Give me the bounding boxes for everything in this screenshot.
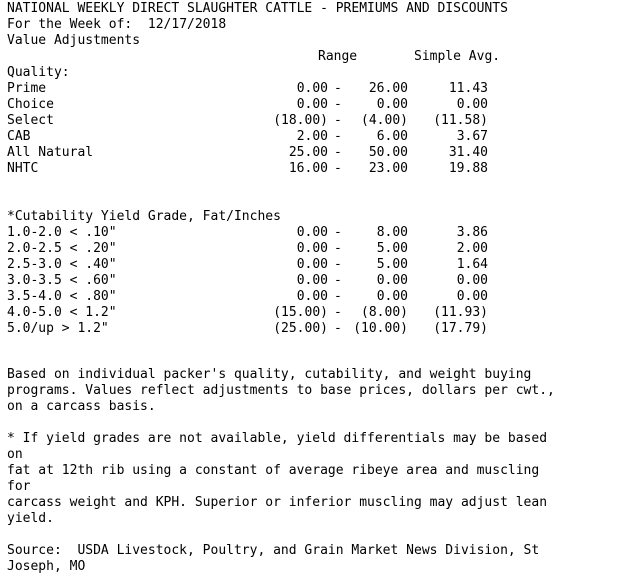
source-note-line: Joseph, MO: [7, 559, 86, 574]
range-low: 25.00: [288, 145, 328, 160]
range-low: 0.00: [296, 81, 328, 96]
cutability-row: [0, 289, 626, 305]
range-dash: -: [334, 289, 342, 304]
range-dash: -: [334, 241, 342, 256]
quality-row: [0, 161, 626, 177]
simple-avg: 3.67: [456, 129, 488, 144]
row-label: 4.0-5.0 < 1.2": [7, 305, 117, 320]
yield-note-line: carcass weight and KPH. Superior or inferior muscling may adjust lean: [7, 495, 548, 510]
basis-note-line: Based on individual packer's quality, cutability, and weight buying: [7, 367, 532, 382]
range-low: 0.00: [296, 289, 328, 304]
row-label: 5.0/up > 1.2": [7, 321, 109, 336]
simple-avg: 31.40: [448, 145, 488, 160]
quality-row: [0, 113, 626, 129]
range-low: 16.00: [288, 161, 328, 176]
range-high: 8.00: [376, 225, 408, 240]
range-high: 26.00: [368, 81, 408, 96]
range-high: 0.00: [376, 289, 408, 304]
simple-avg: 2.00: [456, 241, 488, 256]
section-heading: Value Adjustments: [7, 33, 141, 48]
row-label: 3.0-3.5 < .60": [7, 273, 117, 288]
range-low: (25.00): [273, 321, 328, 336]
range-high: 0.00: [376, 97, 408, 112]
report-title: NATIONAL WEEKLY DIRECT SLAUGHTER CATTLE - PREMIUMS AND DISCOUNTS: [7, 1, 508, 16]
range-dash: -: [334, 225, 342, 240]
simple-avg: (11.58): [433, 113, 488, 128]
range-header: Range: [318, 49, 358, 64]
row-label: 2.5-3.0 < .40": [7, 257, 117, 272]
basis-note-line: programs. Values reflect adjustments to base prices, dollars per cwt.,: [7, 383, 555, 398]
range-high: 0.00: [376, 273, 408, 288]
quality-row: [0, 145, 626, 161]
yield-note-line: yield.: [7, 511, 54, 526]
yield-note-line: fat at 12th rib using a constant of average ribeye area and muscling: [7, 463, 540, 478]
cutability-row: [0, 257, 626, 273]
range-dash: -: [334, 273, 342, 288]
cutability-row: [0, 321, 626, 337]
cutability-row: [0, 225, 626, 241]
quality-row: [0, 81, 626, 97]
range-low: 0.00: [296, 225, 328, 240]
column-headers: [0, 49, 626, 65]
range-high: 5.00: [376, 241, 408, 256]
range-low: 0.00: [296, 97, 328, 112]
row-label: Prime: [7, 81, 47, 96]
range-low: 0.00: [296, 241, 328, 256]
simple-avg: 11.43: [448, 81, 488, 96]
range-high: 6.00: [376, 129, 408, 144]
basis-note-line: on a carcass basis.: [7, 399, 156, 414]
cutability-row: [0, 305, 626, 321]
row-label: 2.0-2.5 < .20": [7, 241, 117, 256]
range-low: 0.00: [296, 257, 328, 272]
simple-avg: 3.86: [456, 225, 488, 240]
quality-row: [0, 129, 626, 145]
source-note-line: Source: USDA Livestock, Poultry, and Grain Market News Division, St: [7, 543, 540, 558]
range-dash: -: [334, 257, 342, 272]
range-dash: -: [334, 321, 342, 336]
range-high: (10.00): [353, 321, 408, 336]
row-label: CAB: [7, 129, 31, 144]
range-dash: -: [334, 97, 342, 112]
week-line: [7, 17, 226, 33]
range-dash: -: [334, 113, 342, 128]
range-dash: -: [334, 305, 342, 320]
simple-avg: 0.00: [456, 289, 488, 304]
cutability-row: [0, 273, 626, 289]
simple-avg: 0.00: [456, 97, 488, 112]
week-value: 12/17/2018: [147, 17, 227, 32]
range-dash: -: [334, 145, 342, 160]
quality-heading: Quality:: [7, 65, 70, 80]
range-dash: -: [334, 81, 342, 96]
row-label: Select: [7, 113, 54, 128]
range-high: 5.00: [376, 257, 408, 272]
row-label: NHTC: [7, 161, 39, 176]
simple-avg: 1.64: [456, 257, 488, 272]
quality-row: [0, 97, 626, 113]
yield-note-line: on: [7, 447, 23, 462]
simple-avg: (17.79): [433, 321, 488, 336]
range-dash: -: [334, 161, 342, 176]
yield-note-line: for: [7, 479, 31, 494]
cutability-heading: *Cutability Yield Grade, Fat/Inches: [7, 209, 281, 224]
range-dash: -: [334, 129, 342, 144]
simple-avg: 19.88: [448, 161, 488, 176]
range-high: (4.00): [361, 113, 408, 128]
range-low: (18.00): [273, 113, 328, 128]
row-label: 3.5-4.0 < .80": [7, 289, 117, 304]
avg-header: Simple Avg.: [414, 49, 501, 64]
cutability-row: [0, 241, 626, 257]
range-high: (8.00): [361, 305, 408, 320]
yield-note-line: * If yield grades are not available, yield differentials may be based: [7, 431, 548, 446]
row-label: Choice: [7, 97, 54, 112]
row-label: All Natural: [7, 145, 94, 160]
row-label: 1.0-2.0 < .10": [7, 225, 117, 240]
range-high: 23.00: [368, 161, 408, 176]
simple-avg: (11.93): [433, 305, 488, 320]
range-low: (15.00): [273, 305, 328, 320]
simple-avg: 0.00: [456, 273, 488, 288]
range-high: 50.00: [368, 145, 408, 160]
week-label: For the Week of:: [7, 17, 133, 32]
range-low: 0.00: [296, 273, 328, 288]
range-low: 2.00: [296, 129, 328, 144]
